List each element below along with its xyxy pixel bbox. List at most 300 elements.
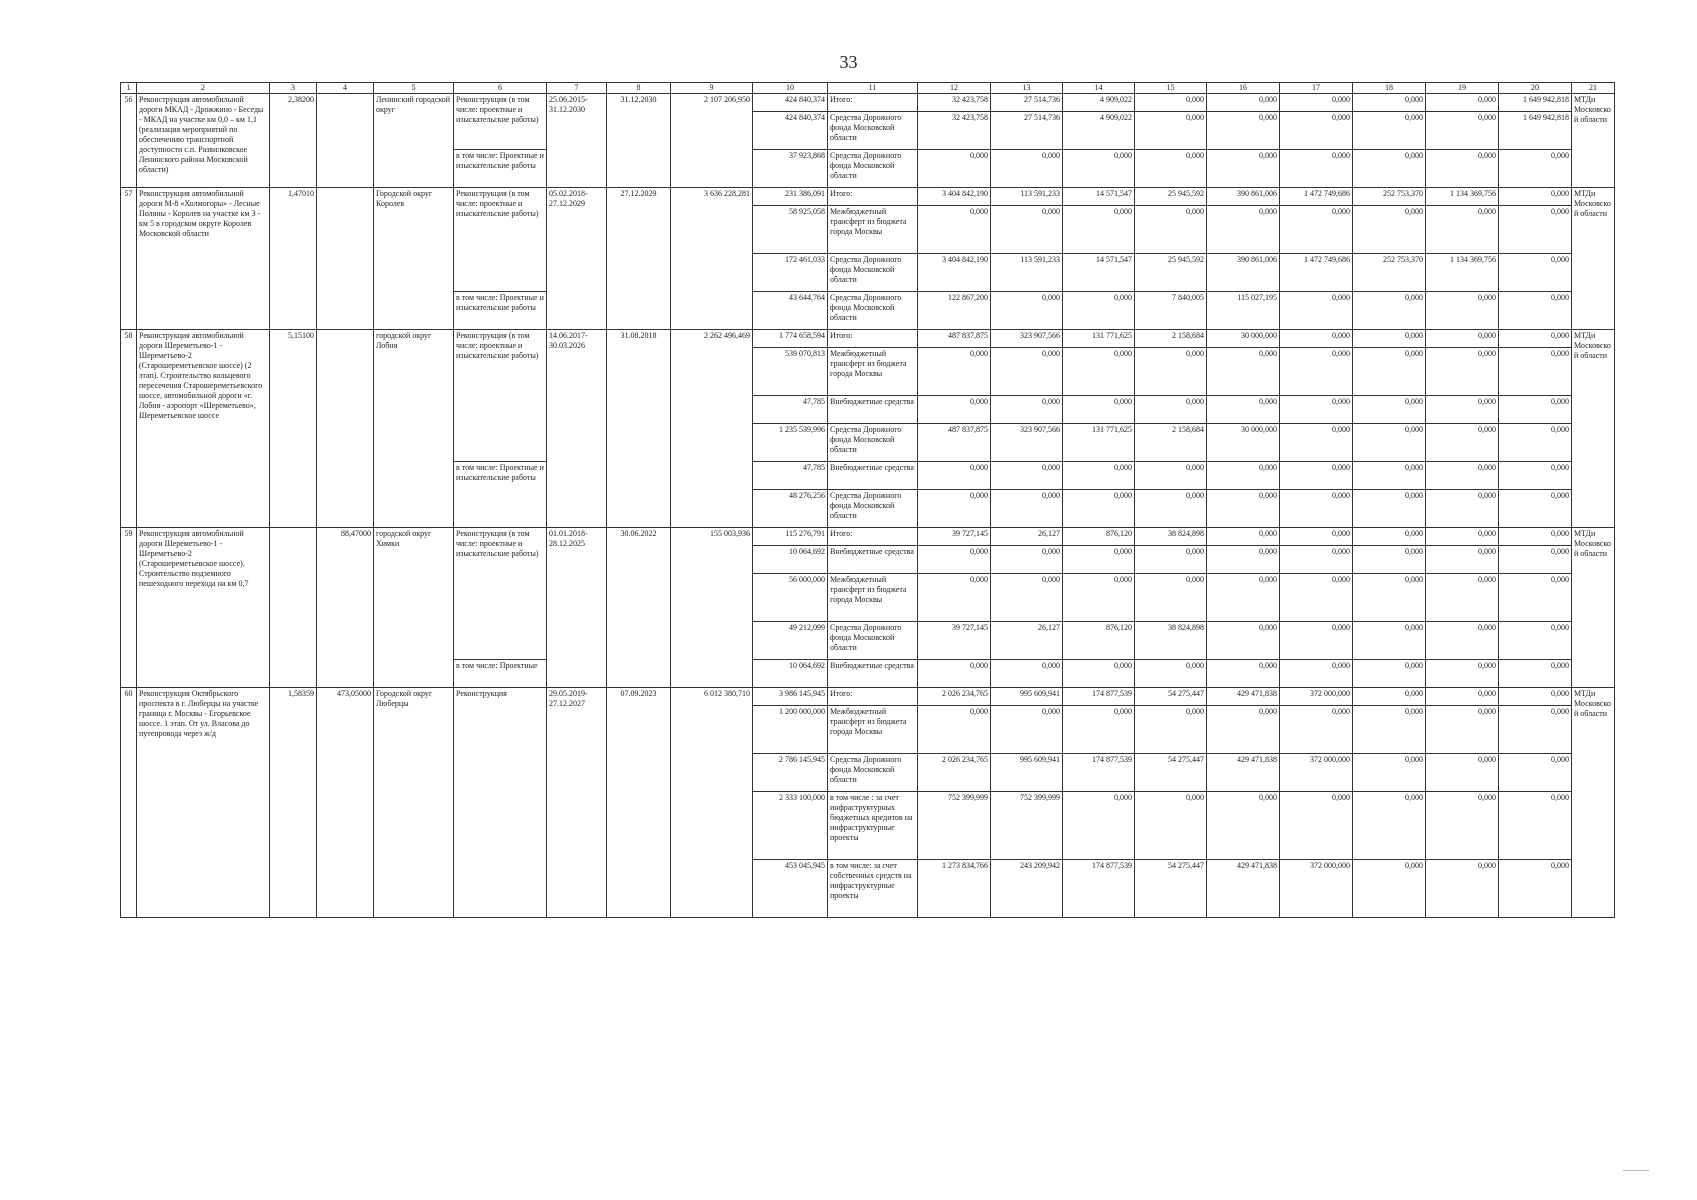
object-name: Реконструкция автомобильной дороги Шереметьево-1 - Шереметьево-2 (Старошереметьевское шоссе). Строительство подземного пешеходного перехода на км 0,7 [137,528,270,688]
funding-source: Межбюджетный трансферт из бюджета города Москвы [828,706,918,754]
year-amount: 0,000 [1499,254,1572,292]
year-amount: 1 649 942,818 [1499,112,1572,150]
year-amount: 0,000 [1426,792,1499,860]
year-amount: 752 399,999 [918,792,991,860]
year-amount: 54 275,447 [1135,688,1207,706]
amount-prior: 1 774 658,594 [753,330,828,348]
page-number: 33 [839,52,858,72]
year-amount: 0,000 [1426,622,1499,660]
year-amount: 0,000 [1426,396,1499,424]
year-amount: 0,000 [918,396,991,424]
column-number: 8 [607,83,671,94]
total-cost: 2 107 206,950 [671,94,753,188]
object-name: Реконструкция автомобильной дороги М-8 «Холмогоры» - Лесные Поляны - Королев на участке км 3 - км 5 в городском округе Королев Московской области [137,188,270,330]
year-amount: 0,000 [1499,792,1572,860]
total-cost: 155 003,936 [671,528,753,688]
year-amount: 27 514,736 [991,112,1063,150]
column-number: 19 [1426,83,1499,94]
work-type: в том числе: Проектные и изыскательские работы [454,462,547,528]
year-amount: 0,000 [1207,396,1280,424]
object-name: Реконструкция автомобильной дороги МКАД - Дрожжино - Беседы - МКАД на участке км 0,0 – км 1,1 (реализация мероприятий по обеспечению транспортной доступности с.п. Развилковское Ленинского района Московской области) [137,94,270,188]
work-type: в том числе: Проектные и изыскательские работы [454,292,547,330]
capacity [317,330,374,528]
year-amount: 38 824,898 [1135,622,1207,660]
year-amount: 25 945,592 [1135,188,1207,206]
year-amount: 0,000 [1280,206,1353,254]
period-end: 07.09.2023 [607,688,671,918]
year-amount: 0,000 [1499,188,1572,206]
year-amount: 0,000 [1499,348,1572,396]
year-amount: 0,000 [1426,206,1499,254]
year-amount: 131 771,625 [1063,330,1135,348]
year-amount: 0,000 [1353,574,1426,622]
year-amount: 0,000 [1280,546,1353,574]
funding-source: Итого: [828,94,918,112]
year-amount: 0,000 [1499,622,1572,660]
amount-prior: 3 986 145,945 [753,688,828,706]
year-amount: 32 423,758 [918,94,991,112]
funding-source: в том числе : за счет инфраструктурных бюджетных кредитов на инфраструктурные проекты [828,792,918,860]
year-amount: 0,000 [1135,396,1207,424]
year-amount: 113 591,233 [991,254,1063,292]
year-amount: 0,000 [1207,348,1280,396]
period-start: 05.02.2018-27.12.2029 [547,188,607,330]
year-amount: 487 837,875 [918,330,991,348]
year-amount: 30 000,000 [1207,424,1280,462]
total-cost: 6 012 380,710 [671,688,753,918]
year-amount: 0,000 [918,660,991,688]
year-amount: 323 907,566 [991,424,1063,462]
length-km: 1,58359 [270,688,317,918]
year-amount: 0,000 [1063,660,1135,688]
year-amount: 0,000 [991,396,1063,424]
year-amount: 38 824,898 [1135,528,1207,546]
year-amount: 0,000 [1063,348,1135,396]
row-number: 57 [121,188,137,330]
period-end: 31.12.2030 [607,94,671,188]
scan-mark [1623,1170,1649,1171]
year-amount: 752 399,999 [991,792,1063,860]
amount-prior: 47,785 [753,396,828,424]
object-name: Реконструкция Октябрьского проспекта в г. Люберцы на участке граница г. Москвы - Егорьевское шоссе. 1 этап. От ул. Власова до путепровода через ж/д [137,688,270,918]
year-amount: 0,000 [1207,706,1280,754]
year-amount: 252 753,370 [1353,188,1426,206]
funding-source: Итого: [828,528,918,546]
amount-prior: 172 461,033 [753,254,828,292]
year-amount: 0,000 [1280,348,1353,396]
year-amount: 0,000 [1499,754,1572,792]
funding-source: Средства Дорожного фонда Московской области [828,292,918,330]
row-number: 60 [121,688,137,918]
amount-prior: 2 786 145,945 [753,754,828,792]
year-amount: 0,000 [1499,528,1572,546]
year-amount: 252 753,370 [1353,254,1426,292]
year-amount: 0,000 [991,574,1063,622]
year-amount: 54 275,447 [1135,754,1207,792]
year-amount: 25 945,592 [1135,254,1207,292]
year-amount: 0,000 [1063,292,1135,330]
year-amount: 0,000 [1207,792,1280,860]
table-row [121,188,1615,206]
year-amount: 0,000 [1426,292,1499,330]
year-amount: 0,000 [1353,546,1426,574]
year-amount: 0,000 [918,574,991,622]
district: городской округ Лобня [374,330,454,528]
funding-source: Внебюджетные средства [828,660,918,688]
year-amount: 14 571,547 [1063,254,1135,292]
year-amount: 0,000 [1135,150,1207,188]
column-number: 13 [991,83,1063,94]
year-amount: 429 471,838 [1207,688,1280,706]
year-amount: 0,000 [1353,706,1426,754]
year-amount: 372 000,000 [1280,754,1353,792]
length-km: 1,47010 [270,188,317,330]
amount-prior: 1 235 539,996 [753,424,828,462]
year-amount: 0,000 [1063,574,1135,622]
year-amount: 0,000 [1280,424,1353,462]
column-number: 12 [918,83,991,94]
year-amount: 0,000 [1426,462,1499,490]
column-number: 4 [317,83,374,94]
year-amount: 0,000 [991,706,1063,754]
amount-prior: 48 276,256 [753,490,828,528]
year-amount: 0,000 [1499,490,1572,528]
period-end: 27.12.2029 [607,188,671,330]
year-amount: 2 026 234,765 [918,688,991,706]
year-amount: 0,000 [1426,330,1499,348]
year-amount: 0,000 [1499,574,1572,622]
year-amount: 0,000 [918,546,991,574]
year-amount: 0,000 [918,150,991,188]
funding-source: Итого: [828,688,918,706]
column-number: 21 [1572,83,1615,94]
year-amount: 0,000 [1063,206,1135,254]
year-amount: 0,000 [1135,490,1207,528]
year-amount: 0,000 [1426,860,1499,918]
year-amount: 39 727,145 [918,622,991,660]
year-amount: 0,000 [1207,660,1280,688]
year-amount: 0,000 [1353,490,1426,528]
year-amount: 0,000 [1135,706,1207,754]
column-number: 20 [1499,83,1572,94]
funding-source: Средства Дорожного фонда Московской области [828,254,918,292]
amount-prior: 1 200 000,000 [753,706,828,754]
year-amount: 0,000 [991,206,1063,254]
year-amount: 0,000 [1063,150,1135,188]
year-amount: 0,000 [1280,462,1353,490]
period-end: 30.06.2022 [607,528,671,688]
period-end: 31.08.2018 [607,330,671,528]
year-amount: 174 877,539 [1063,688,1135,706]
customer: МТДи Московской области [1572,528,1615,688]
funding-source: Внебюджетные средства [828,546,918,574]
year-amount: 0,000 [1135,348,1207,396]
period-start: 01.01.2018-28.12.2025 [547,528,607,688]
year-amount: 1 273 834,766 [918,860,991,918]
year-amount: 0,000 [1280,574,1353,622]
amount-prior: 10 064,692 [753,546,828,574]
year-amount: 0,000 [1426,424,1499,462]
year-amount: 0,000 [1280,94,1353,112]
year-amount: 0,000 [1207,112,1280,150]
year-amount: 30 000,000 [1207,330,1280,348]
year-amount: 0,000 [1207,622,1280,660]
year-amount: 323 907,566 [991,330,1063,348]
year-amount: 0,000 [1499,396,1572,424]
column-number: 17 [1280,83,1353,94]
year-amount: 390 861,006 [1207,188,1280,206]
year-amount: 372 000,000 [1280,860,1353,918]
year-amount: 0,000 [1063,490,1135,528]
funding-source: Средства Дорожного фонда Московской области [828,754,918,792]
amount-prior: 56 000,000 [753,574,828,622]
year-amount: 54 275,447 [1135,860,1207,918]
year-amount: 0,000 [1353,688,1426,706]
funding-source: в том числе: за счет собственных средств на инфраструктурные проекты [828,860,918,918]
year-amount: 0,000 [1353,860,1426,918]
year-amount: 0,000 [991,150,1063,188]
year-amount: 4 909,022 [1063,94,1135,112]
year-amount: 1 472 749,686 [1280,254,1353,292]
year-amount: 0,000 [991,292,1063,330]
year-amount: 0,000 [1207,490,1280,528]
table-body [121,94,1615,918]
year-amount: 0,000 [1353,528,1426,546]
year-amount: 0,000 [1353,330,1426,348]
year-amount: 0,000 [1426,348,1499,396]
funding-source: Средства Дорожного фонда Московской области [828,150,918,188]
year-amount: 0,000 [1063,706,1135,754]
year-amount: 0,000 [1135,574,1207,622]
district: Городской округ Королев [374,188,454,330]
district: Городской округ Люберцы [374,688,454,918]
funding-source: Средства Дорожного фонда Московской области [828,112,918,150]
year-amount: 1 472 749,686 [1280,188,1353,206]
year-amount: 429 471,838 [1207,754,1280,792]
year-amount: 2 158,684 [1135,424,1207,462]
year-amount: 0,000 [1135,660,1207,688]
work-type: в том числе: Проектные [454,660,547,688]
funding-source: Межбюджетный трансферт из бюджета города Москвы [828,574,918,622]
funding-source: Межбюджетный трансферт из бюджета города Москвы [828,348,918,396]
year-amount: 3 404 842,190 [918,254,991,292]
year-amount: 0,000 [991,546,1063,574]
year-amount: 0,000 [1280,396,1353,424]
year-amount: 0,000 [1499,546,1572,574]
year-amount: 0,000 [1280,622,1353,660]
year-amount: 0,000 [1280,112,1353,150]
year-amount: 0,000 [1207,150,1280,188]
column-number: 18 [1353,83,1426,94]
amount-prior: 47,785 [753,462,828,490]
year-amount: 0,000 [1426,490,1499,528]
year-amount: 0,000 [1353,396,1426,424]
year-amount: 0,000 [1353,462,1426,490]
year-amount: 0,000 [1353,660,1426,688]
year-amount: 27 514,736 [991,94,1063,112]
table-row [121,688,1615,706]
year-amount: 0,000 [1353,206,1426,254]
year-amount: 0,000 [918,462,991,490]
period-start: 25.06.2015-31.12.2030 [547,94,607,188]
funding-source: Средства Дорожного фонда Московской области [828,490,918,528]
year-amount: 0,000 [1353,792,1426,860]
total-cost: 3 636 228,281 [671,188,753,330]
year-amount: 372 000,000 [1280,688,1353,706]
column-number: 3 [270,83,317,94]
year-amount: 0,000 [1499,330,1572,348]
column-number: 9 [671,83,753,94]
year-amount: 429 471,838 [1207,860,1280,918]
year-amount: 2 158,684 [1135,330,1207,348]
year-amount: 0,000 [1499,462,1572,490]
year-amount: 0,000 [1280,330,1353,348]
row-number: 59 [121,528,137,688]
year-amount: 0,000 [1063,792,1135,860]
year-amount: 0,000 [1207,94,1280,112]
funding-source: Внебюджетные средства [828,462,918,490]
year-amount: 0,000 [1280,490,1353,528]
year-amount: 0,000 [1426,94,1499,112]
work-type: Реконструкция (в том числе: проектные и изыскательские работы) [454,94,547,150]
year-amount: 0,000 [1280,792,1353,860]
year-amount: 0,000 [1280,292,1353,330]
amount-prior: 2 333 100,000 [753,792,828,860]
year-amount: 0,000 [1353,424,1426,462]
year-amount: 0,000 [1426,112,1499,150]
year-amount: 0,000 [1280,528,1353,546]
year-amount: 7 840,005 [1135,292,1207,330]
year-amount: 0,000 [1499,660,1572,688]
amount-prior: 424 840,374 [753,112,828,150]
year-amount: 0,000 [1207,574,1280,622]
column-number: 2 [137,83,270,94]
program-table [120,82,1615,918]
work-type: Реконструкция (в том числе: проектные и изыскательские работы) [454,188,547,292]
amount-prior: 49 212,099 [753,622,828,660]
year-amount: 131 771,625 [1063,424,1135,462]
length-km [270,528,317,688]
district: Ленинский городской округ [374,94,454,188]
year-amount: 0,000 [1063,546,1135,574]
capacity [317,94,374,188]
funding-source: Межбюджетный трансферт из бюджета города Москвы [828,206,918,254]
year-amount: 26,127 [991,622,1063,660]
year-amount: 487 837,875 [918,424,991,462]
funding-source: Внебюджетные средства [828,396,918,424]
year-amount: 174 877,539 [1063,754,1135,792]
capacity: 88,47000 [317,528,374,688]
column-number: 7 [547,83,607,94]
year-amount: 876,120 [1063,528,1135,546]
total-cost: 2 262 496,469 [671,330,753,528]
table-row [121,330,1615,348]
year-amount: 0,000 [918,348,991,396]
year-amount: 0,000 [918,206,991,254]
amount-prior: 115 276,791 [753,528,828,546]
work-type: Реконструкция (в том числе: проектные и изыскательские работы) [454,330,547,462]
customer: МТДи Московской области [1572,188,1615,330]
year-amount: 0,000 [991,462,1063,490]
table-row [121,528,1615,546]
period-start: 14.06.2017-30.03.2026 [547,330,607,528]
amount-prior: 424 840,374 [753,94,828,112]
year-amount: 174 877,539 [1063,860,1135,918]
year-amount: 0,000 [1207,546,1280,574]
amount-prior: 10 064,692 [753,660,828,688]
program-table-container [120,82,1611,918]
column-number: 16 [1207,83,1280,94]
object-name: Реконструкция автомобильной дороги Шереметьево-1 - Шереметьево-2 (Старошереметьевское шоссе) (2 этап). Строительство кольцевого пересечения Старошереметьевского шоссе, автомобильной дороги «г. Лобня - аэропорт «Шереметьево», Шереметьевское шоссе [137,330,270,528]
year-amount: 2 026 234,765 [918,754,991,792]
amount-prior: 58 925,058 [753,206,828,254]
year-amount: 0,000 [1280,660,1353,688]
amount-prior: 231 386,091 [753,188,828,206]
column-number: 11 [828,83,918,94]
year-amount: 876,120 [1063,622,1135,660]
year-amount: 0,000 [1426,706,1499,754]
amount-prior: 453 045,945 [753,860,828,918]
year-amount: 243 209,942 [991,860,1063,918]
year-amount: 0,000 [1135,462,1207,490]
year-amount: 0,000 [1353,150,1426,188]
period-start: 29.05.2019-27.12.2027 [547,688,607,918]
year-amount: 0,000 [1426,528,1499,546]
year-amount: 26,127 [991,528,1063,546]
capacity [317,188,374,330]
column-number: 6 [454,83,547,94]
length-km: 2,38200 [270,94,317,188]
year-amount: 0,000 [1280,706,1353,754]
table-row [121,94,1615,112]
year-amount: 0,000 [1426,660,1499,688]
year-amount: 0,000 [1135,94,1207,112]
year-amount: 14 571,547 [1063,188,1135,206]
year-amount: 0,000 [1499,150,1572,188]
customer: МТДи Московской области [1572,94,1615,188]
year-amount: 1 134 369,756 [1426,188,1499,206]
work-type: Реконструкция [454,688,547,918]
year-amount: 0,000 [991,660,1063,688]
column-number: 14 [1063,83,1135,94]
year-amount: 0,000 [1207,206,1280,254]
year-amount: 0,000 [1353,94,1426,112]
district: городской округ Химки [374,528,454,688]
funding-source: Средства Дорожного фонда Московской области [828,622,918,660]
year-amount: 995 609,941 [991,754,1063,792]
column-number: 5 [374,83,454,94]
year-amount: 0,000 [1135,792,1207,860]
year-amount: 3 404 842,190 [918,188,991,206]
year-amount: 0,000 [1135,112,1207,150]
row-number: 58 [121,330,137,528]
year-amount: 0,000 [1426,546,1499,574]
amount-prior: 43 644,764 [753,292,828,330]
column-number: 15 [1135,83,1207,94]
year-amount: 0,000 [1353,754,1426,792]
year-amount: 0,000 [991,490,1063,528]
year-amount: 0,000 [1063,462,1135,490]
year-amount: 0,000 [1353,292,1426,330]
column-number-row [121,83,1615,94]
column-number: 1 [121,83,137,94]
year-amount: 0,000 [918,490,991,528]
year-amount: 115 027,195 [1207,292,1280,330]
year-amount: 390 861,006 [1207,254,1280,292]
year-amount: 995 609,941 [991,688,1063,706]
column-number: 10 [753,83,828,94]
year-amount: 0,000 [1353,112,1426,150]
